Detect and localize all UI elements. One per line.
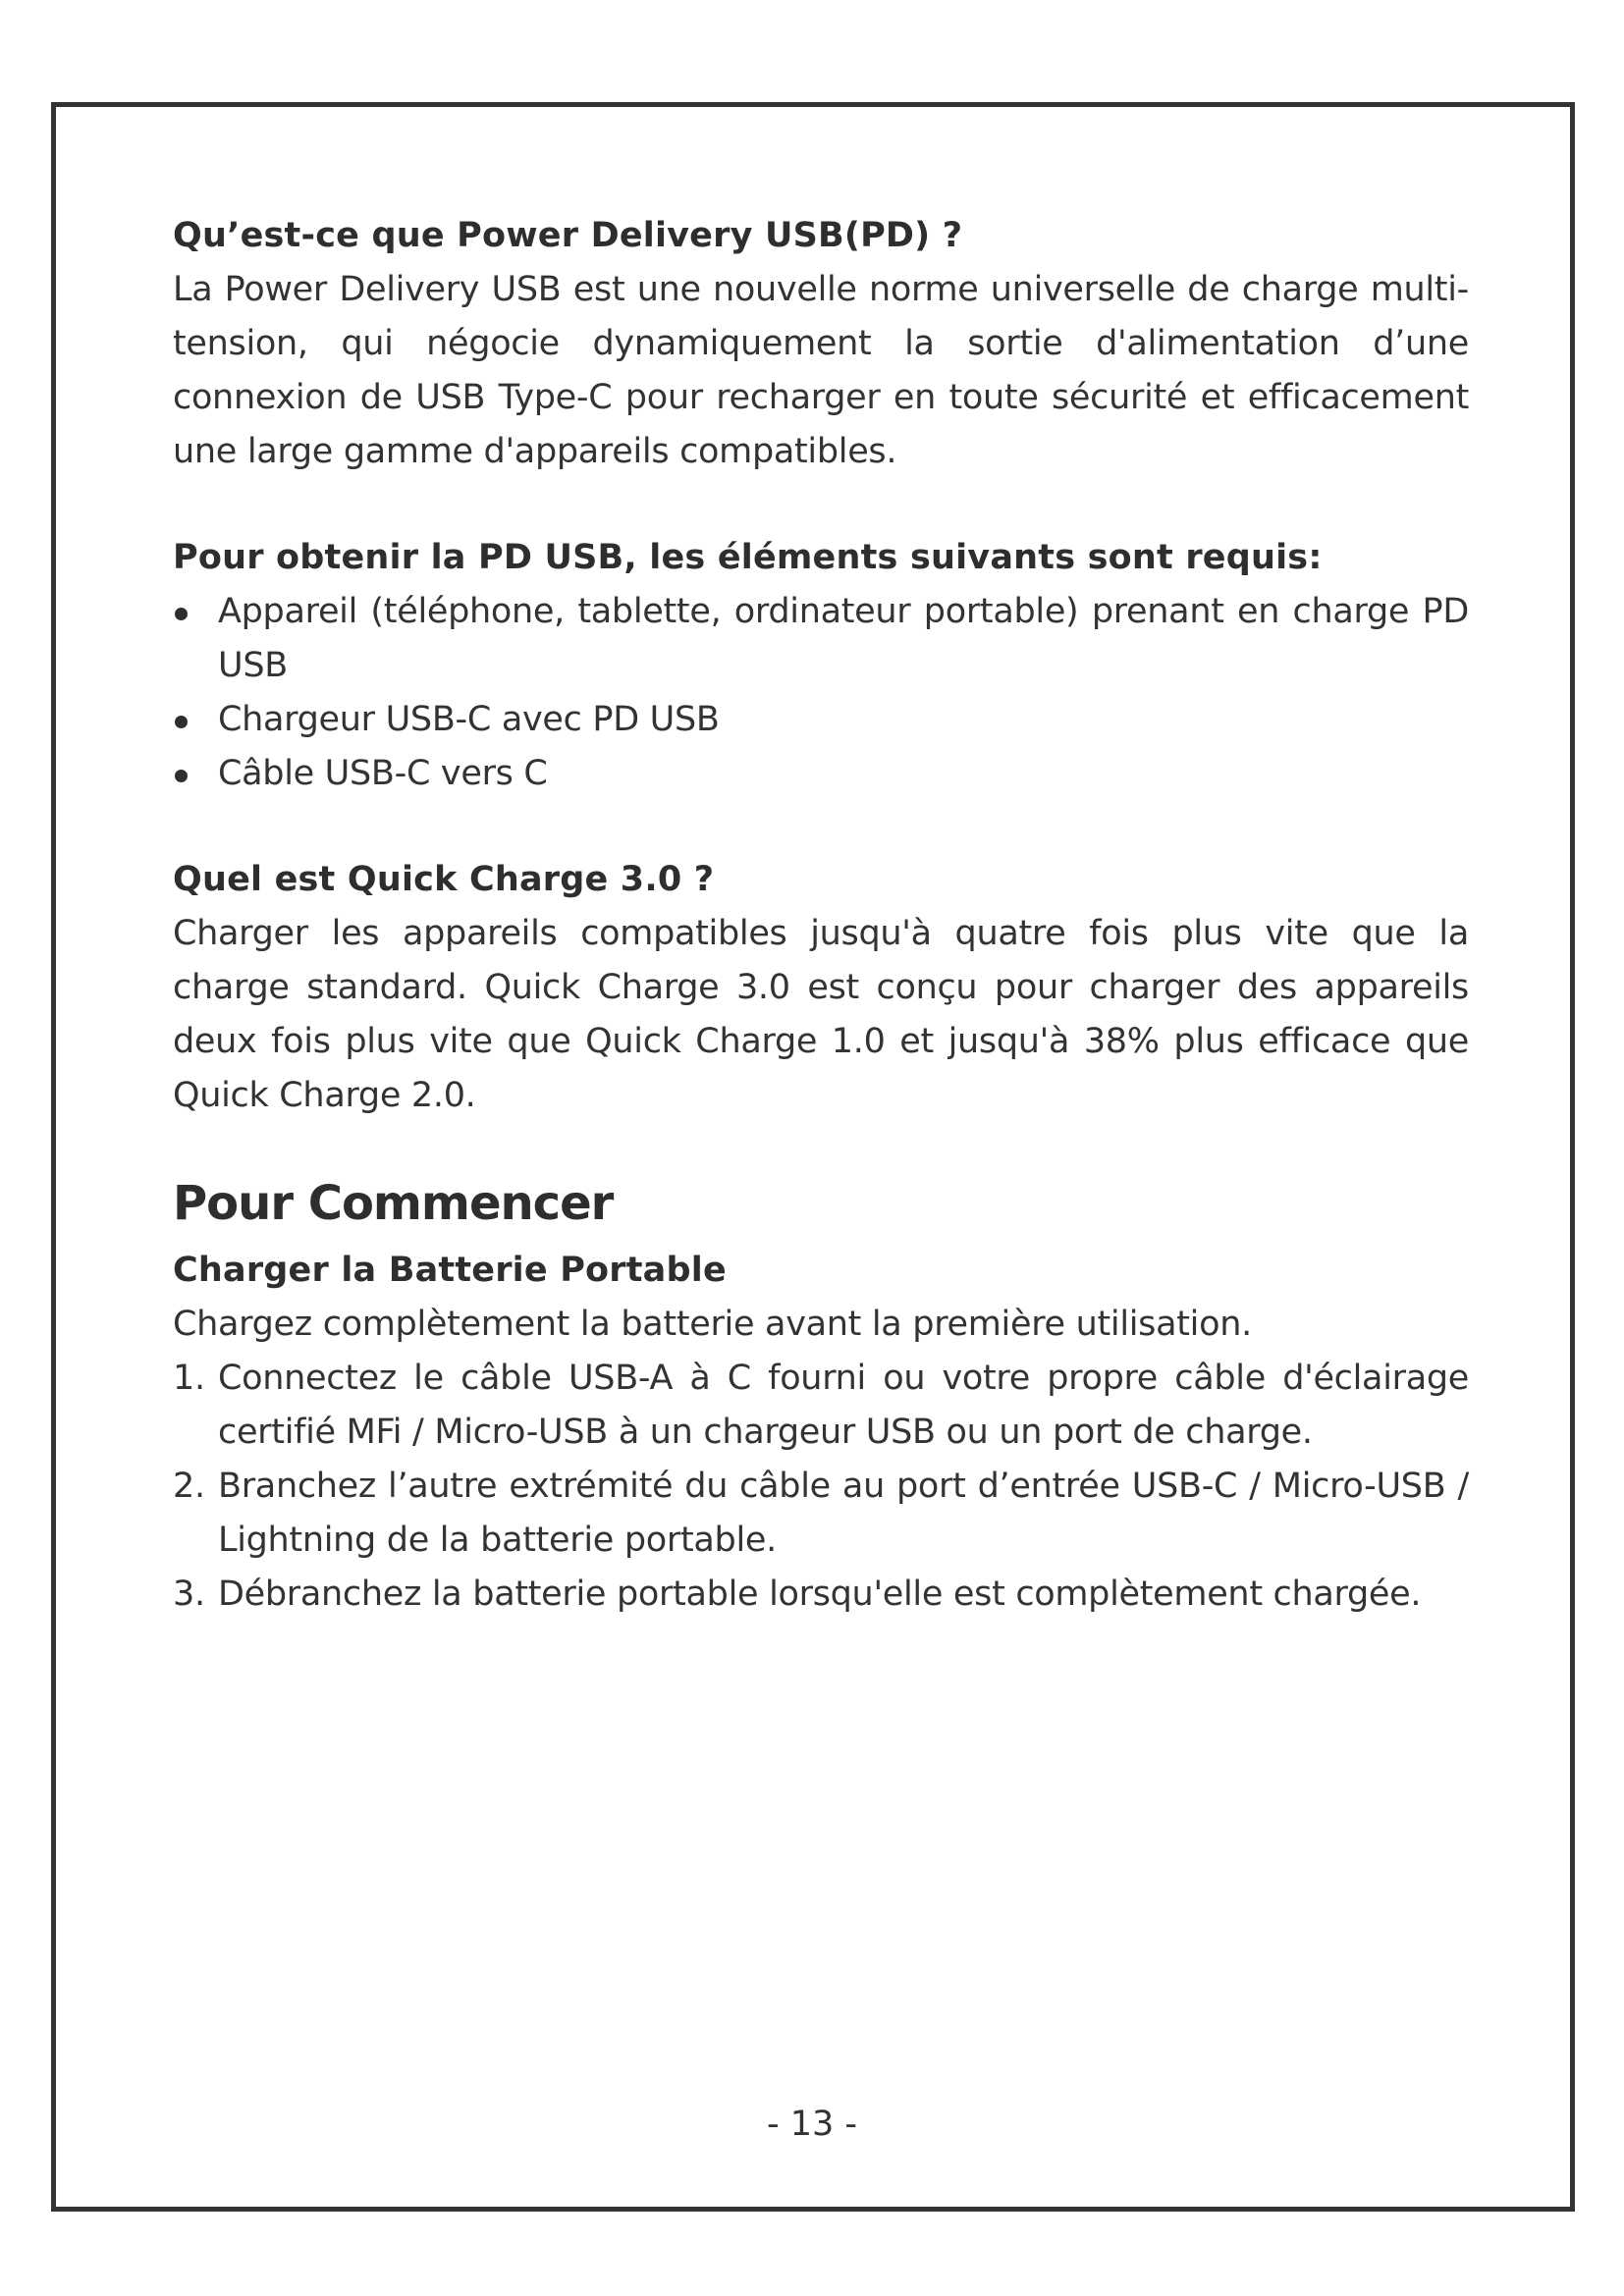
step-item bbox=[173, 1352, 1469, 1460]
getting-started-title: Pour Commencer bbox=[173, 1176, 614, 1231]
charging-intro: Chargez complètement la batterie avant la première utilisation. bbox=[173, 1305, 1252, 1344]
pd-section-title: Qu’est-ce que Power Delivery USB(PD) ? bbox=[173, 216, 963, 255]
bullet-icon bbox=[175, 716, 188, 728]
step-number: 1. bbox=[173, 1359, 205, 1398]
quick-charge-body: Charger les appareils compatibles jusqu'à quatre fois plus vite que la charge standard. Quick Charge 3.0 est conçu pour charger des appareils deux fois plus vite que Quick Charge 1.0 et jusqu'à 38% plus efficace que Quick Charge 2.0. bbox=[173, 914, 1469, 1115]
requirements-item-text: Chargeur USB-C avec PD USB bbox=[218, 700, 720, 739]
pd-section-body: La Power Delivery USB est une nouvelle norme universelle de charge multi-tension, qui négocie dynamiquement la sortie d'alimentation d’une connexion de USB Type-C pour recharger en toute sécurité et efficacement une large gamme d'appareils compatibles. bbox=[173, 270, 1469, 471]
step-text: Débranchez la batterie portable lorsqu'elle est complètement chargée. bbox=[218, 1575, 1422, 1614]
page-content bbox=[173, 208, 1469, 1622]
bullet-icon bbox=[175, 608, 188, 620]
requirements-list-item bbox=[173, 693, 1469, 747]
bullet-icon bbox=[175, 770, 188, 782]
page-number: - 13 - bbox=[766, 2105, 858, 2144]
requirements-title: Pour obtenir la PD USB, les éléments suivants sont requis: bbox=[173, 538, 1323, 577]
step-text: Connectez le câble USB-A à C fourni ou votre propre câble d'éclairage certifié MFi / Micro-USB à un chargeur USB ou un port de charge. bbox=[218, 1359, 1469, 1452]
requirements-item-text: Câble USB-C vers C bbox=[218, 754, 548, 793]
requirements-list-item bbox=[173, 585, 1469, 693]
requirements-list bbox=[173, 585, 1469, 801]
charging-subtitle: Charger la Batterie Portable bbox=[173, 1251, 727, 1290]
charging-steps bbox=[173, 1352, 1469, 1622]
requirements-list-item bbox=[173, 747, 1469, 801]
step-item bbox=[173, 1460, 1469, 1568]
step-number: 2. bbox=[173, 1467, 205, 1506]
step-text: Branchez l’autre extrémité du câble au port d’entrée USB-C / Micro-USB / Lightning de la batterie portable. bbox=[218, 1467, 1469, 1560]
requirements-item-text: Appareil (téléphone, tablette, ordinateur portable) prenant en charge PD USB bbox=[218, 592, 1469, 685]
step-item bbox=[173, 1568, 1469, 1622]
step-number: 3. bbox=[173, 1575, 205, 1614]
quick-charge-title: Quel est Quick Charge 3.0 ? bbox=[173, 860, 715, 899]
